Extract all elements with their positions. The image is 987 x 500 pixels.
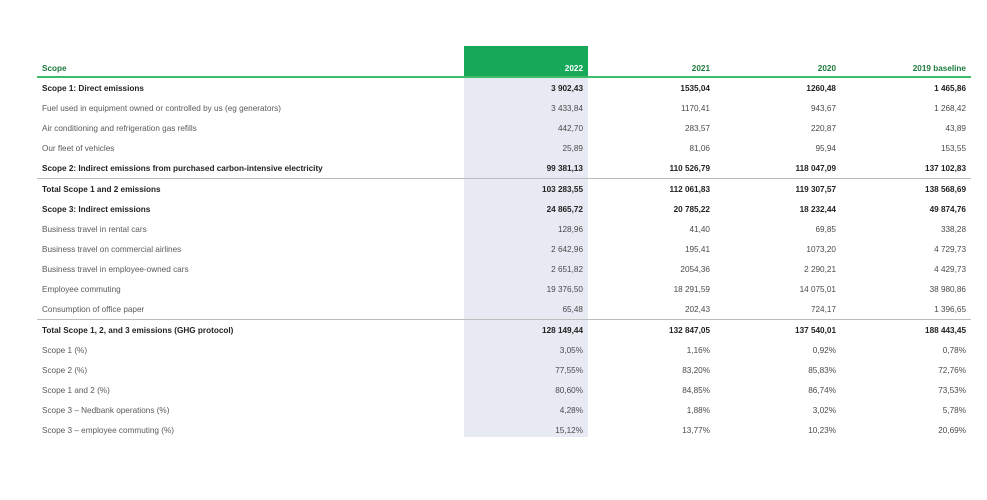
value-2019-baseline: 0,78% [942, 345, 966, 355]
value-2021: 132 847,05 [588, 320, 715, 341]
row-label: Scope 2: Indirect emissions from purchased carbon-intensive electricity [42, 163, 323, 173]
table-row [37, 179, 971, 200]
row-label: Scope 1: Direct emissions [42, 83, 144, 93]
value-2022: 19 376,50 [546, 284, 583, 294]
row-label: Air conditioning and refrigeration gas refills [42, 123, 197, 133]
value-2022: 24 865,72 [546, 204, 583, 214]
value-2019-baseline: 153,55 [940, 143, 966, 153]
row-label: Consumption of office paper [42, 304, 145, 314]
value-2022: 80,60% [555, 385, 583, 395]
value-2019-baseline: 138 568,69 [841, 179, 971, 200]
table-row [37, 118, 971, 138]
value-2019-baseline: 137 102,83 [925, 163, 966, 173]
value-2021: 202,43 [684, 304, 710, 314]
table-row [37, 219, 971, 239]
value-2022: 128,96 [557, 224, 583, 234]
value-2019-baseline: 1 396,65 [934, 304, 966, 314]
value-2021: 2054,36 [680, 264, 710, 274]
value-2022: 3 433,84 [551, 103, 583, 113]
value-2019-baseline: 43,89 [945, 123, 966, 133]
value-2019-baseline: 188 443,45 [841, 320, 971, 341]
row-label: Scope 3 – Nedbank operations (%) [42, 405, 170, 415]
value-2019-baseline: 5,78% [942, 405, 966, 415]
value-2021: 1170,41 [681, 103, 710, 113]
value-2021: 41,40 [689, 224, 710, 234]
table-row [37, 320, 971, 341]
value-2022: 2 651,82 [551, 264, 583, 274]
row-label: Fuel used in equipment owned or controlled by us (eg generators) [42, 103, 281, 113]
table-row [37, 259, 971, 279]
table-header-row [37, 61, 971, 77]
row-label: Scope 1 and 2 (%) [42, 385, 110, 395]
value-2021: 1,16% [686, 345, 710, 355]
column-header-2021: 2021 [588, 61, 715, 77]
value-2022: 103 283,55 [464, 179, 588, 200]
column-header-2022: 2022 [464, 61, 588, 77]
value-2021: 1535,04 [680, 83, 710, 93]
value-2020: 18 232,44 [799, 204, 836, 214]
value-2021: 20 785,22 [673, 204, 710, 214]
emissions-table [37, 61, 971, 440]
value-2020: 943,67 [810, 103, 836, 113]
row-label: Total Scope 1, 2, and 3 emissions (GHG protocol) [37, 320, 464, 341]
value-2021: 110 526,79 [669, 163, 710, 173]
value-2021: 81,06 [689, 143, 710, 153]
value-2020: 3,02% [812, 405, 836, 415]
row-label: Our fleet of vehicles [42, 143, 115, 153]
value-2020: 220,87 [810, 123, 836, 133]
value-2019-baseline: 73,53% [938, 385, 966, 395]
column-header-scope: Scope [37, 61, 464, 77]
row-label: Scope 3 – employee commuting (%) [42, 425, 174, 435]
value-2021: 83,20% [682, 365, 710, 375]
value-2020: 86,74% [808, 385, 836, 395]
value-2021: 18 291,59 [673, 284, 710, 294]
value-2022: 4,28% [559, 405, 583, 415]
value-2020: 2 290,21 [804, 264, 836, 274]
value-2022: 2 642,96 [551, 244, 583, 254]
value-2020: 69,85 [815, 224, 836, 234]
row-label: Business travel in rental cars [42, 224, 147, 234]
value-2021: 283,57 [684, 123, 710, 133]
value-2019-baseline: 49 874,76 [929, 204, 966, 214]
value-2022: 3,05% [559, 345, 583, 355]
value-2019-baseline: 4 729,73 [934, 244, 966, 254]
value-2019-baseline: 1 268,42 [934, 103, 966, 113]
value-2021: 13,77% [682, 425, 710, 435]
value-2020: 0,92% [812, 345, 836, 355]
value-2020: 14 075,01 [799, 284, 836, 294]
table-row [37, 400, 971, 420]
row-label: Scope 2 (%) [42, 365, 88, 375]
value-2022: 77,55% [555, 365, 583, 375]
value-2019-baseline: 1 465,86 [934, 83, 966, 93]
table-row [37, 98, 971, 118]
value-2022: 128 149,44 [464, 320, 588, 341]
table-row [37, 360, 971, 380]
value-2021: 84,85% [682, 385, 710, 395]
row-label: Total Scope 1 and 2 emissions [37, 179, 464, 200]
value-2021: 112 061,83 [588, 179, 715, 200]
value-2019-baseline: 338,28 [940, 224, 966, 234]
table-row [37, 138, 971, 158]
value-2022: 25,89 [562, 143, 583, 153]
value-2022: 442,70 [557, 123, 583, 133]
row-label: Business travel on commercial airlines [42, 244, 182, 254]
value-2022: 15,12% [555, 425, 583, 435]
column-header-2019-baseline: 2019 baseline [841, 61, 971, 77]
table-row [37, 199, 971, 219]
table-row [37, 158, 971, 179]
table-body [37, 77, 971, 440]
value-2020: 137 540,01 [715, 320, 841, 341]
value-2022: 3 902,43 [551, 83, 583, 93]
value-2022: 99 381,13 [546, 163, 583, 173]
value-2022: 65,48 [562, 304, 583, 314]
value-2020: 1260,48 [806, 83, 836, 93]
table-row [37, 239, 971, 259]
table-row [37, 340, 971, 360]
table-row [37, 77, 971, 98]
table-row [37, 380, 971, 400]
table-row [37, 279, 971, 299]
value-2020: 118 047,09 [795, 163, 836, 173]
table-row [37, 420, 971, 440]
value-2019-baseline: 20,69% [938, 425, 966, 435]
value-2020: 95,94 [815, 143, 836, 153]
row-label: Employee commuting [42, 284, 121, 294]
row-label: Scope 3: Indirect emissions [42, 204, 151, 214]
value-2020: 1073,20 [806, 244, 836, 254]
value-2020: 119 307,57 [715, 179, 841, 200]
column-header-2020: 2020 [715, 61, 841, 77]
value-2020: 10,23% [808, 425, 836, 435]
row-label: Scope 1 (%) [42, 345, 88, 355]
value-2019-baseline: 72,76% [938, 365, 966, 375]
value-2019-baseline: 4 429,73 [934, 264, 966, 274]
table-row [37, 299, 971, 320]
value-2020: 85,83% [808, 365, 836, 375]
value-2021: 1,88% [686, 405, 710, 415]
value-2020: 724,17 [810, 304, 836, 314]
value-2021: 195,41 [684, 244, 710, 254]
value-2019-baseline: 38 980,86 [929, 284, 966, 294]
row-label: Business travel in employee-owned cars [42, 264, 189, 274]
